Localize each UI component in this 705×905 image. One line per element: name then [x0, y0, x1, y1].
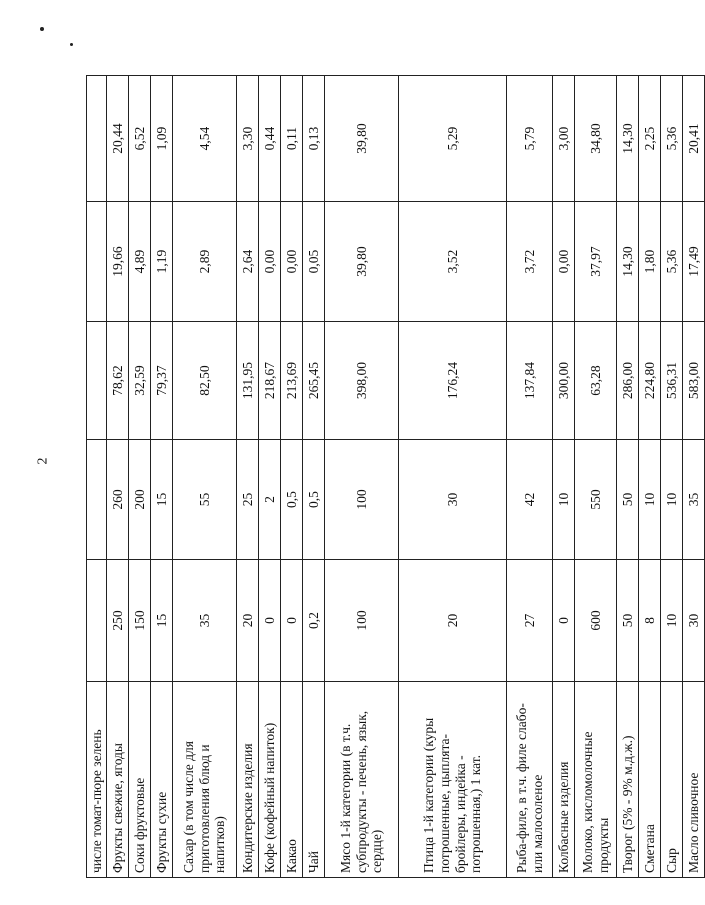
table-row	[259, 76, 281, 878]
value-cell: 8	[639, 560, 661, 682]
value-cell: 10	[639, 440, 661, 560]
table-row	[151, 76, 173, 878]
value-cell: 14,30	[617, 202, 639, 322]
value-cell	[87, 76, 107, 202]
value-cell: 82,50	[173, 322, 237, 440]
value-cell: 10	[661, 440, 683, 560]
value-cell: 3,00	[553, 76, 575, 202]
value-cell: 213,69	[281, 322, 303, 440]
value-cell: 600	[575, 560, 617, 682]
product-name-cell: Колбасные изделия	[553, 682, 575, 878]
value-cell: 39,80	[325, 202, 399, 322]
page-number: 2	[35, 457, 51, 465]
value-cell: 2,64	[237, 202, 259, 322]
value-cell: 200	[129, 440, 151, 560]
value-cell: 150	[129, 560, 151, 682]
product-name-cell: Птица 1-й категории (куры потрошенные, цыплята-бройлеры, индейка - потрошенная,) 1 кат.	[399, 682, 507, 878]
value-cell: 4,54	[173, 76, 237, 202]
table-row	[107, 76, 129, 878]
table-row	[325, 76, 399, 878]
value-cell: 176,24	[399, 322, 507, 440]
table-body	[87, 76, 705, 878]
product-name-cell: Творог (5% - 9% м.д.ж.)	[617, 682, 639, 878]
table-row	[553, 76, 575, 878]
table-row	[173, 76, 237, 878]
table-row	[639, 76, 661, 878]
value-cell: 224,80	[639, 322, 661, 440]
value-cell: 0,44	[259, 76, 281, 202]
value-cell: 0	[553, 560, 575, 682]
value-cell: 583,00	[683, 322, 705, 440]
value-cell: 78,62	[107, 322, 129, 440]
value-cell	[87, 560, 107, 682]
table-row	[575, 76, 617, 878]
value-cell: 63,28	[575, 322, 617, 440]
table-row	[399, 76, 507, 878]
value-cell: 14,30	[617, 76, 639, 202]
value-cell: 2	[259, 440, 281, 560]
value-cell: 0,00	[259, 202, 281, 322]
value-cell: 6,52	[129, 76, 151, 202]
value-cell: 398,00	[325, 322, 399, 440]
value-cell: 0,00	[553, 202, 575, 322]
product-name-cell: Сахар (в том числе для приготовления блюд и напитков)	[173, 682, 237, 878]
value-cell: 30	[399, 440, 507, 560]
value-cell: 0,5	[281, 440, 303, 560]
value-cell: 5,29	[399, 76, 507, 202]
value-cell: 131,95	[237, 322, 259, 440]
table-row	[129, 76, 151, 878]
value-cell: 17,49	[683, 202, 705, 322]
product-name-cell: Масло сливочное	[683, 682, 705, 878]
product-name-cell: Фрукты сухие	[151, 682, 173, 878]
value-cell: 35	[173, 560, 237, 682]
value-cell: 5,79	[507, 76, 553, 202]
value-cell: 218,67	[259, 322, 281, 440]
value-cell	[87, 322, 107, 440]
value-cell: 265,45	[303, 322, 325, 440]
value-cell: 20	[399, 560, 507, 682]
value-cell: 1,09	[151, 76, 173, 202]
value-cell: 5,36	[661, 202, 683, 322]
value-cell: 3,30	[237, 76, 259, 202]
value-cell: 15	[151, 560, 173, 682]
scan-dot	[40, 27, 44, 31]
product-name-cell: Молоко, кисломолочные продукты	[575, 682, 617, 878]
value-cell: 1,80	[639, 202, 661, 322]
table-row	[507, 76, 553, 878]
product-name-cell: Фрукты свежие, ягоды	[107, 682, 129, 878]
product-name-cell: Рыба-филе, в т.ч. филе слабо-или малосоленое	[507, 682, 553, 878]
value-cell: 79,37	[151, 322, 173, 440]
value-cell	[87, 440, 107, 560]
value-cell: 39,80	[325, 76, 399, 202]
value-cell: 2,25	[639, 76, 661, 202]
value-cell: 0,00	[281, 202, 303, 322]
value-cell: 300,00	[553, 322, 575, 440]
rotated-table-wrapper	[86, 76, 701, 878]
product-name-cell: Сметана	[639, 682, 661, 878]
product-name-cell: Соки фруктовые	[129, 682, 151, 878]
table-row	[237, 76, 259, 878]
product-name-cell: Кондитерские изделия	[237, 682, 259, 878]
value-cell: 260	[107, 440, 129, 560]
value-cell: 550	[575, 440, 617, 560]
product-name-cell: Чай	[303, 682, 325, 878]
value-cell: 3,72	[507, 202, 553, 322]
table-row	[303, 76, 325, 878]
value-cell: 5,36	[661, 76, 683, 202]
value-cell: 0,2	[303, 560, 325, 682]
product-name-cell: Кофе (кофейный напиток)	[259, 682, 281, 878]
value-cell: 0	[281, 560, 303, 682]
value-cell: 250	[107, 560, 129, 682]
scan-dot	[70, 43, 73, 46]
value-cell: 42	[507, 440, 553, 560]
value-cell: 100	[325, 440, 399, 560]
value-cell: 10	[553, 440, 575, 560]
value-cell: 536,31	[661, 322, 683, 440]
table-row	[87, 76, 107, 878]
value-cell: 27	[507, 560, 553, 682]
value-cell: 25	[237, 440, 259, 560]
value-cell: 37,97	[575, 202, 617, 322]
value-cell: 137,84	[507, 322, 553, 440]
value-cell: 19,66	[107, 202, 129, 322]
value-cell: 55	[173, 440, 237, 560]
value-cell: 100	[325, 560, 399, 682]
value-cell	[87, 202, 107, 322]
value-cell: 0,11	[281, 76, 303, 202]
value-cell: 1,19	[151, 202, 173, 322]
table-row	[617, 76, 639, 878]
table-row	[661, 76, 683, 878]
value-cell: 20,41	[683, 76, 705, 202]
value-cell: 10	[661, 560, 683, 682]
product-name-cell: Какао	[281, 682, 303, 878]
value-cell: 35	[683, 440, 705, 560]
value-cell: 2,89	[173, 202, 237, 322]
value-cell: 20	[237, 560, 259, 682]
value-cell: 50	[617, 560, 639, 682]
value-cell: 20,44	[107, 76, 129, 202]
value-cell: 0,13	[303, 76, 325, 202]
value-cell: 0,5	[303, 440, 325, 560]
value-cell: 0,05	[303, 202, 325, 322]
value-cell: 34,80	[575, 76, 617, 202]
value-cell: 286,00	[617, 322, 639, 440]
value-cell: 15	[151, 440, 173, 560]
value-cell: 3,52	[399, 202, 507, 322]
value-cell: 30	[683, 560, 705, 682]
value-cell: 4,89	[129, 202, 151, 322]
price-table	[86, 75, 705, 878]
value-cell: 50	[617, 440, 639, 560]
product-name-cell: числе томат-пюре зелень	[87, 682, 107, 878]
product-name-cell: Мясо 1-й категории (в т.ч. субпродукты - печень, язык, сердце)	[325, 682, 399, 878]
product-name-cell: Сыр	[661, 682, 683, 878]
value-cell: 0	[259, 560, 281, 682]
table-row	[281, 76, 303, 878]
value-cell: 32,59	[129, 322, 151, 440]
table-row	[683, 76, 705, 878]
